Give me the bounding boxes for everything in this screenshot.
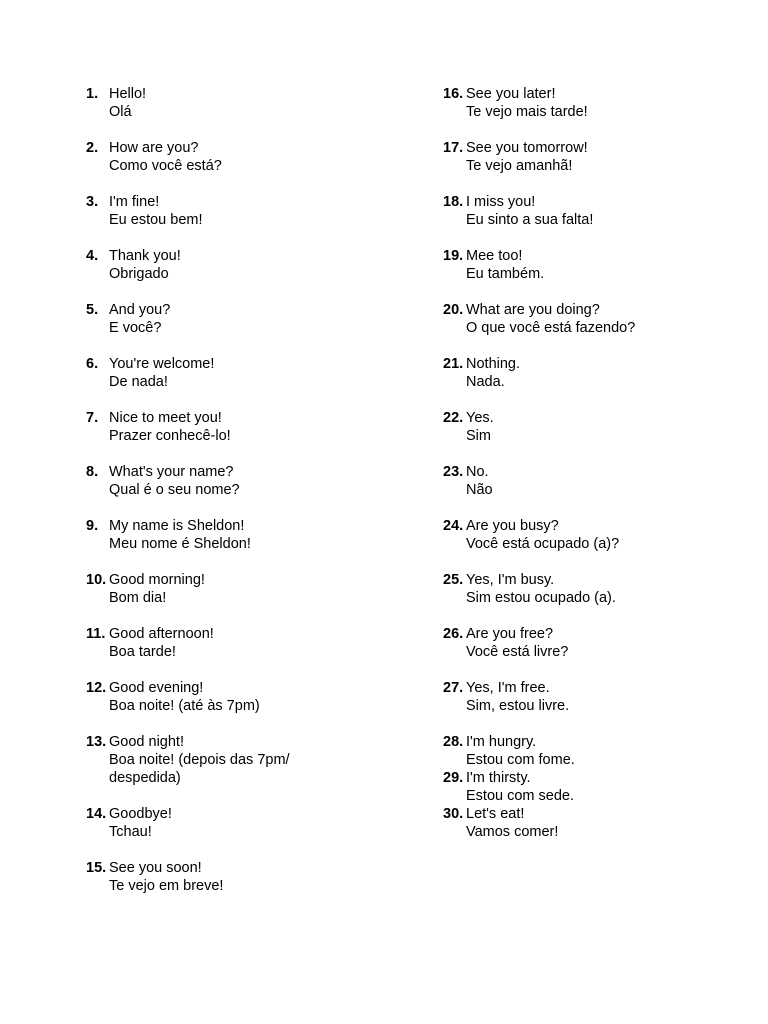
list-item (443, 679, 763, 715)
portuguese-phrase: Boa tarde! (109, 644, 176, 660)
item-number: 9. (86, 518, 99, 534)
portuguese-phrase: Estou com fome. (466, 752, 575, 768)
phrase-column-left (86, 85, 406, 895)
phrase-text (466, 679, 763, 715)
item-number: 12. (86, 680, 107, 696)
phrase-text (466, 409, 763, 445)
item-number: 29. (443, 770, 464, 786)
english-phrase: Thank you! (109, 248, 181, 264)
english-phrase: Yes, I'm busy. (466, 572, 555, 588)
item-number: 26. (443, 626, 464, 642)
portuguese-phrase: Olá (109, 104, 132, 120)
item-number: 8. (86, 464, 99, 480)
portuguese-phrase: Nada. (466, 374, 505, 390)
list-item (86, 409, 406, 445)
portuguese-phrase: Sim, estou livre. (466, 698, 570, 714)
phrase-text (109, 463, 406, 499)
portuguese-phrase: Eu também. (466, 266, 545, 282)
portuguese-phrase: Meu nome é Sheldon! (109, 536, 251, 552)
item-number: 3. (86, 194, 99, 210)
english-phrase: See you later! (466, 86, 556, 102)
list-item (443, 247, 763, 283)
list-item (86, 301, 406, 337)
phrase-text (109, 355, 406, 391)
phrase-text (109, 193, 406, 229)
english-phrase: Good night! (109, 734, 184, 750)
list-item (86, 805, 406, 841)
portuguese-phrase: Bom dia! (109, 590, 167, 606)
english-phrase: Yes, I'm free. (466, 680, 550, 696)
phrase-text (109, 859, 406, 895)
item-number: 19. (443, 248, 464, 264)
phrase-text (109, 517, 406, 553)
list-item (86, 859, 406, 895)
english-phrase: Nothing. (466, 356, 521, 372)
portuguese-phrase: Sim (466, 428, 491, 444)
phrase-text (109, 679, 406, 715)
phrase-text (109, 139, 406, 175)
english-phrase: Are you busy? (466, 518, 559, 534)
portuguese-phrase: Estou com sede. (466, 788, 574, 804)
portuguese-phrase: Você está livre? (466, 644, 569, 660)
phrase-text (466, 139, 763, 175)
phrase-text (109, 625, 406, 661)
english-phrase: Good afternoon! (109, 626, 214, 642)
portuguese-phrase: Sim estou ocupado (a). (466, 590, 616, 606)
list-item (443, 301, 763, 337)
list-item (443, 571, 763, 607)
english-phrase: My name is Sheldon! (109, 518, 245, 534)
portuguese-phrase: Como você está? (109, 158, 222, 174)
phrase-text (466, 769, 763, 805)
list-item (86, 679, 406, 715)
portuguese-phrase: Obrigado (109, 266, 169, 282)
phrase-column-right (443, 85, 763, 841)
phrase-text (466, 517, 763, 553)
list-item (86, 247, 406, 283)
phrase-text (466, 85, 763, 121)
phrase-text (466, 625, 763, 661)
item-number: 22. (443, 410, 464, 426)
portuguese-phrase: Eu sinto a sua falta! (466, 212, 594, 228)
english-phrase: Mee too! (466, 248, 523, 264)
portuguese-phrase: O que você está fazendo? (466, 320, 636, 336)
english-phrase: Yes. (466, 410, 494, 426)
item-number: 10. (86, 572, 107, 588)
item-number: 30. (443, 806, 464, 822)
portuguese-phrase: Eu estou bem! (109, 212, 203, 228)
list-item (86, 733, 406, 787)
english-phrase: How are you? (109, 140, 199, 156)
item-number: 14. (86, 806, 107, 822)
portuguese-phrase: Qual é o seu nome? (109, 482, 240, 498)
list-item (443, 733, 763, 769)
portuguese-phrase: Te vejo mais tarde! (466, 104, 588, 120)
list-item (443, 193, 763, 229)
list-item (443, 805, 763, 841)
list-item (443, 769, 763, 805)
phrase-text (466, 301, 763, 337)
item-number: 6. (86, 356, 99, 372)
english-phrase: See you tomorrow! (466, 140, 588, 156)
english-phrase: And you? (109, 302, 171, 318)
english-phrase: Let's eat! (466, 806, 525, 822)
item-number: 20. (443, 302, 464, 318)
list-item (86, 517, 406, 553)
english-phrase: Goodbye! (109, 806, 172, 822)
phrase-text (109, 409, 406, 445)
phrase-text (109, 247, 406, 283)
list-item (86, 625, 406, 661)
phrase-text (466, 463, 763, 499)
portuguese-phrase: Não (466, 482, 493, 498)
list-item (86, 139, 406, 175)
phrase-text (109, 733, 406, 787)
list-item (443, 139, 763, 175)
list-item (443, 463, 763, 499)
english-phrase: Hello! (109, 86, 147, 102)
item-number: 7. (86, 410, 99, 426)
list-item (443, 85, 763, 121)
list-item (443, 409, 763, 445)
english-phrase: What's your name? (109, 464, 234, 480)
phrase-text (109, 571, 406, 607)
english-phrase: Are you free? (466, 626, 554, 642)
english-phrase: I miss you! (466, 194, 536, 210)
phrase-text (109, 301, 406, 337)
item-number: 1. (86, 86, 99, 102)
english-phrase: Good evening! (109, 680, 204, 696)
item-number: 17. (443, 140, 464, 156)
list-item (86, 571, 406, 607)
item-number: 4. (86, 248, 99, 264)
list-item (86, 355, 406, 391)
item-number: 13. (86, 734, 107, 750)
list-item (443, 517, 763, 553)
phrase-text (466, 571, 763, 607)
portuguese-phrase: De nada! (109, 374, 168, 390)
english-phrase: I'm hungry. (466, 734, 537, 750)
english-phrase: I'm thirsty. (466, 770, 531, 786)
item-number: 27. (443, 680, 464, 696)
phrase-text (466, 193, 763, 229)
item-number: 28. (443, 734, 464, 750)
english-phrase: No. (466, 464, 489, 480)
english-phrase: You're welcome! (109, 356, 215, 372)
item-number: 23. (443, 464, 464, 480)
item-number: 5. (86, 302, 99, 318)
portuguese-phrase: Boa noite! (depois das 7pm/ (109, 752, 290, 768)
phrase-text (466, 247, 763, 283)
item-number: 15. (86, 860, 107, 876)
list-item (443, 625, 763, 661)
portuguese-phrase: Te vejo amanhã! (466, 158, 573, 174)
item-number: 21. (443, 356, 464, 372)
phrase-text (109, 85, 406, 121)
portuguese-phrase: Prazer conhecê-lo! (109, 428, 231, 444)
item-number: 18. (443, 194, 464, 210)
portuguese-phrase: Tchau! (109, 824, 152, 840)
portuguese-phrase: Boa noite! (até às 7pm) (109, 698, 260, 714)
portuguese-phrase: Você está ocupado (a)? (466, 536, 620, 552)
portuguese-phrase: Vamos comer! (466, 824, 559, 840)
english-phrase: Good morning! (109, 572, 205, 588)
list-item (86, 193, 406, 229)
list-item (443, 355, 763, 391)
english-phrase: I'm fine! (109, 194, 160, 210)
portuguese-phrase: Te vejo em breve! (109, 878, 224, 894)
english-phrase: Nice to meet you! (109, 410, 222, 426)
phrase-text (109, 805, 406, 841)
list-item (86, 85, 406, 121)
item-number: 16. (443, 86, 464, 102)
portuguese-phrase: E você? (109, 320, 162, 336)
phrase-text (466, 733, 763, 769)
phrase-text (466, 805, 763, 841)
english-phrase: What are you doing? (466, 302, 600, 318)
item-number: 24. (443, 518, 464, 534)
portuguese-phrase: despedida) (109, 770, 181, 786)
item-number: 11. (86, 626, 106, 642)
phrase-text (466, 355, 763, 391)
english-phrase: See you soon! (109, 860, 202, 876)
item-number: 2. (86, 140, 99, 156)
list-item (86, 463, 406, 499)
item-number: 25. (443, 572, 464, 588)
